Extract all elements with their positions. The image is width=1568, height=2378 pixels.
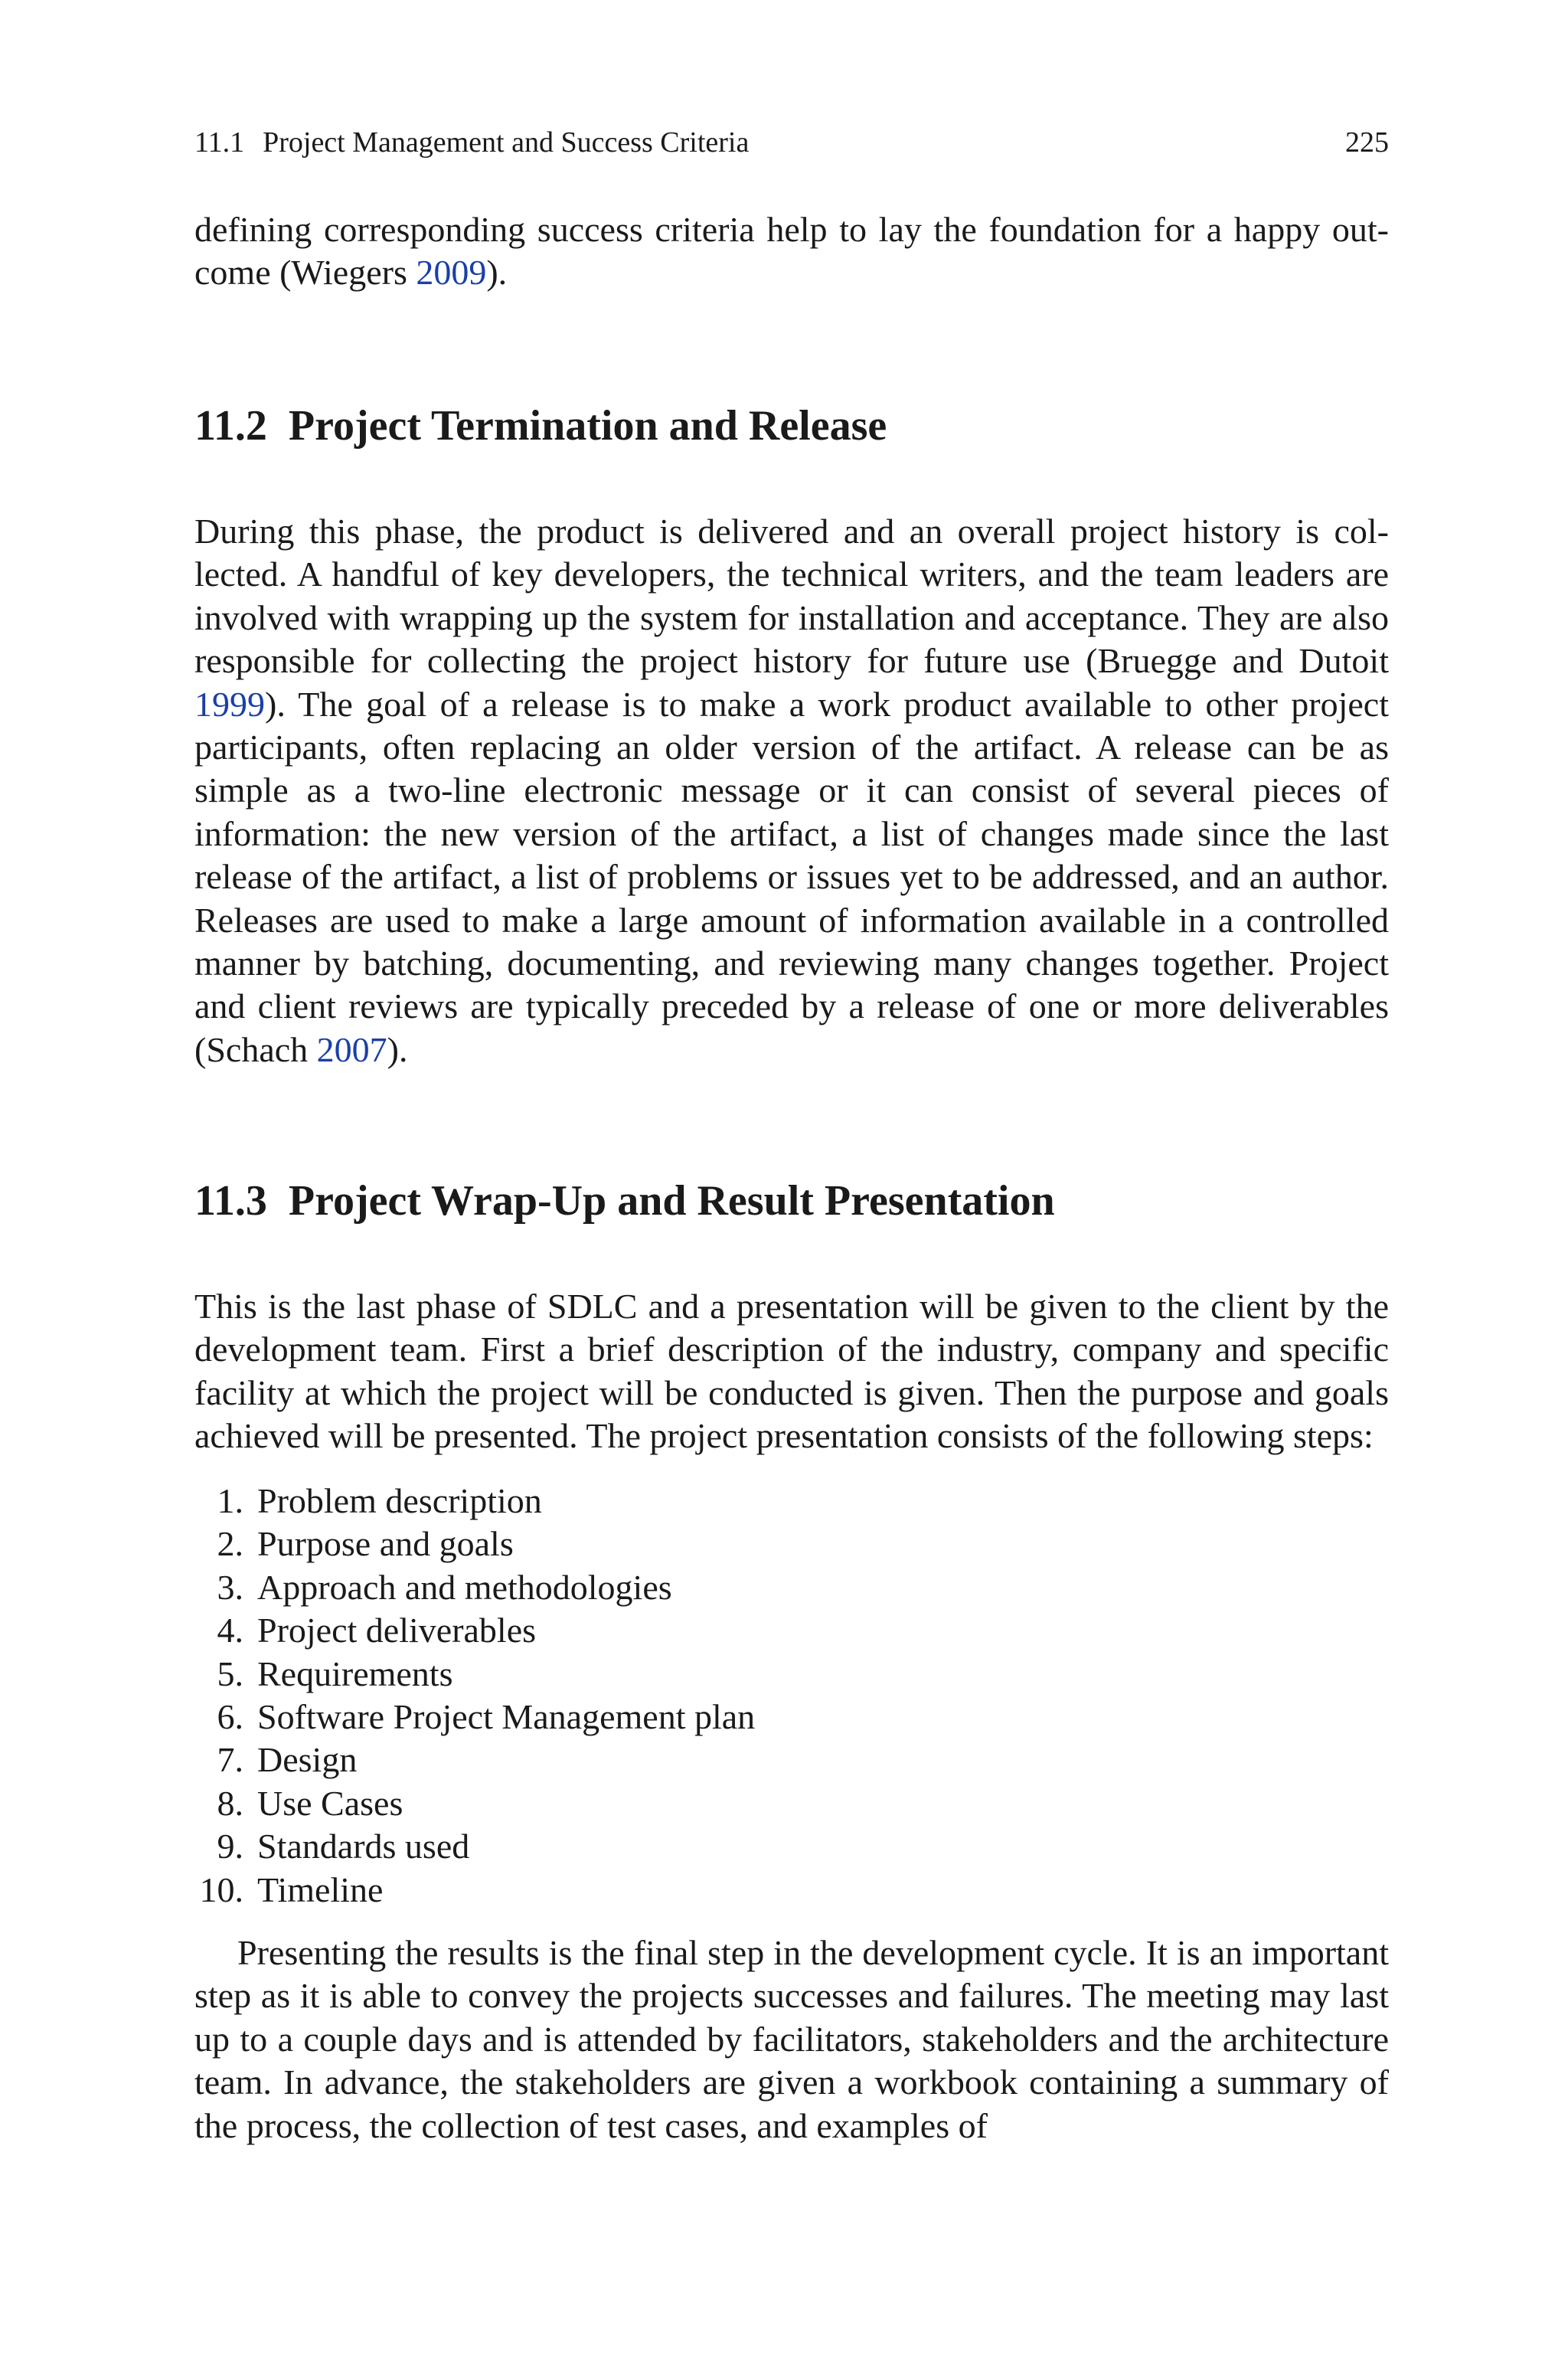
running-head [194, 124, 1389, 161]
section-11-3-closing-block [194, 1932, 1389, 2147]
citation-link-wiegers-2009[interactable]: 2009 [416, 253, 487, 293]
citation-link-schach-2007[interactable]: 2007 [316, 1029, 387, 1069]
section-11-2-text-part1: During this phase, the product is delivered and an overall project history is col-lected. A handful of key developers, the technical writers, and the team leaders are involved with wrapping up the system for installation and acceptance. They are also responsible for collecting the project history for future use (Bruegge and Dutoit [194, 512, 1389, 681]
intro-paragraph [194, 208, 1389, 295]
list-item-marker: 9. [217, 1827, 243, 1866]
presentation-steps-list [194, 1480, 1389, 1912]
presentation-steps-block [194, 1480, 1389, 1912]
list-item [194, 1739, 1389, 1781]
section-number-11-2: 11.2 [194, 402, 267, 450]
list-item-label: Design [257, 1740, 358, 1780]
list-item-marker: 2. [217, 1524, 243, 1564]
list-item-label: Timeline [257, 1869, 384, 1909]
section-11-3-closing-paragraph: Presenting the results is the final step in the development cycle. It is an important step as it is able to convey the projects successes and failures. The meeting may last up to a couple days and is attended by facilitators, stakeholders and the architecture team. In advance, the stakeholders are given a workbook containing a summary of the process, the collection of test cases, and examples of [194, 1933, 1389, 2145]
list-item-marker: 3. [217, 1567, 243, 1607]
list-item-label: Purpose and goals [257, 1524, 514, 1564]
list-item [194, 1566, 1389, 1609]
intro-text-after: ). [486, 253, 508, 293]
section-11-3-intro: This is the last phase of SDLC and a presentation will be given to the client by the development team. First a brief description of the industry, company and specific facility at which the project will be conducted is given. Then the purpose and goals achieved will be presented. The project presentation consists of the following steps: [194, 1287, 1389, 1456]
running-head-section-number: 11.1 [194, 126, 245, 159]
section-11-2-paragraph [194, 510, 1389, 1071]
intro-paragraph-block [194, 208, 1389, 295]
list-item-label: Software Project Management plan [257, 1697, 756, 1737]
running-head-section-title: Project Management and Success Criteria [263, 126, 750, 159]
section-11-2-heading-block [194, 401, 1389, 450]
citation-link-bruegge-dutoit-1999[interactable]: 1999 [194, 684, 265, 724]
list-item [194, 1869, 1389, 1912]
list-item [194, 1653, 1389, 1696]
page-number: 225 [1345, 126, 1389, 159]
list-item [194, 1696, 1389, 1739]
section-11-3-intro-block [194, 1285, 1389, 1458]
section-heading-11-3 [194, 1176, 1389, 1225]
list-item-marker: 6. [217, 1697, 243, 1737]
section-11-2-text-part3: ). [387, 1029, 408, 1069]
list-item-marker: 7. [217, 1740, 243, 1780]
section-11-2-body [194, 510, 1389, 1071]
intro-text-before: defining corresponding success criteria help to lay the foundation for a happy out-come (Wiegers [194, 210, 1389, 293]
section-number-11-3: 11.3 [194, 1177, 267, 1225]
list-item-marker: 5. [217, 1653, 243, 1693]
list-item-label: Use Cases [257, 1783, 403, 1823]
list-item [194, 1480, 1389, 1523]
list-item-label: Problem description [257, 1481, 542, 1520]
section-title-11-3: Project Wrap-Up and Result Presentation [288, 1177, 1055, 1225]
list-item [194, 1782, 1389, 1825]
list-item-marker: 8. [217, 1783, 243, 1823]
list-item [194, 1609, 1389, 1652]
list-item-label: Project deliverables [257, 1611, 537, 1650]
list-item [194, 1523, 1389, 1565]
list-item-marker: 10. [199, 1869, 243, 1909]
list-item-label: Requirements [257, 1653, 453, 1693]
section-title-11-2: Project Termination and Release [288, 402, 887, 450]
section-11-2-text-part2: ). The goal of a release is to make a work product available to other project participants, often replacing an older version of the artifact. A release can be as simple as a two-line electronic message or it can consist of several pieces of information: the new version of the artifact, a list of changes made since the last release of the artifact, a list of problems or issues yet to be addressed, and an author. Releases are used to make a large amount of information available in a controlled manner by batching, documenting, and reviewing many changes together. Project and client reviews are typically preceded by a release of one or more deliverables (Schach [194, 684, 1389, 1069]
list-item-marker: 1. [217, 1481, 243, 1520]
list-item-marker: 4. [217, 1611, 243, 1650]
list-item-label: Standards used [257, 1827, 470, 1866]
section-heading-11-2 [194, 401, 1389, 450]
list-item-label: Approach and methodologies [257, 1567, 672, 1607]
list-item [194, 1825, 1389, 1868]
section-11-3-heading-block [194, 1176, 1389, 1225]
